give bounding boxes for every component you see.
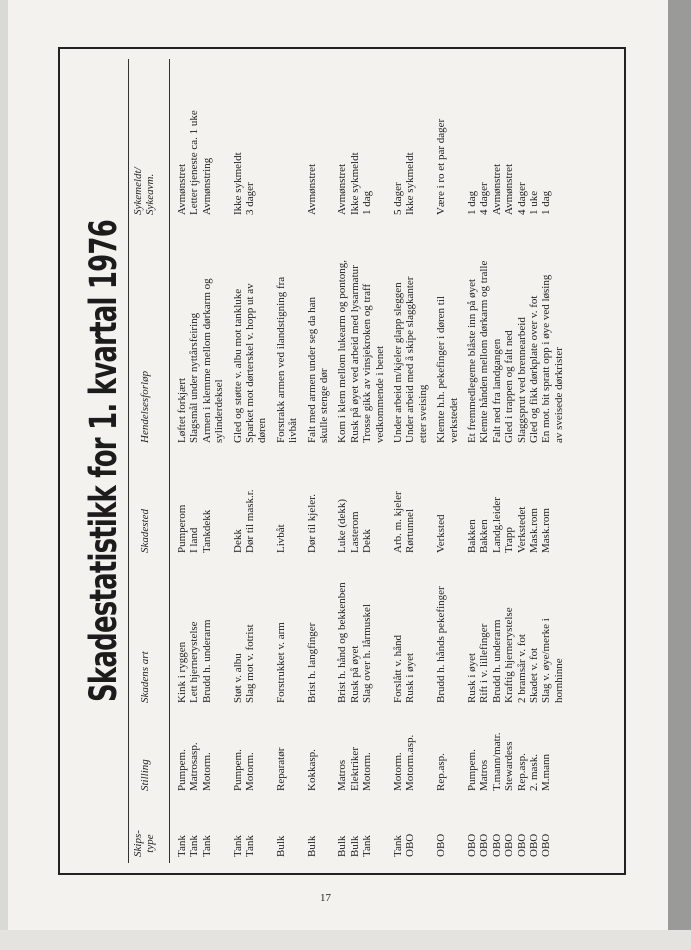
cell-skadens-art: Rusk på øyet	[348, 645, 361, 703]
cell-hendelsesforlop: Falt med armen under seg da han skulle stenge dør	[305, 296, 330, 443]
cell-skipstype: OBO	[540, 833, 553, 857]
cell-stilling: Matros	[478, 759, 491, 791]
cell-hendelsesforlop: Klemte hånden mellom dørkarm og tralle	[478, 260, 491, 443]
cell-hendelsesforlop: Slaggsprut ved brennearbeid	[515, 317, 528, 443]
cell-skipstype: OBO	[435, 833, 448, 857]
cell-hendelsesforlop: Trosse gikk av vinsjekroken og traff vedkommende i benet	[361, 283, 386, 443]
cell-stilling: Matrosasp.	[188, 742, 201, 791]
cell-hendelsesforlop: Løftet forkjært	[176, 377, 188, 443]
cell-sykemeldt: 1 uke	[528, 190, 540, 215]
cell-hendelsesforlop: En mot. bit spratt opp i øye ved løsing av sveisede dørkrister	[540, 274, 565, 443]
cell-skadens-art: Kraftig hjernerystelse	[503, 607, 516, 703]
cell-sykemeldt: 4 dager	[515, 182, 528, 215]
cell-skadested: Dør til mask.r.	[244, 489, 256, 553]
cell-stilling: 2. mask.	[528, 754, 540, 791]
header-skipstype: Skips- type	[132, 830, 156, 857]
header-hendelsesforlop: Hendelsesforløp	[139, 370, 151, 443]
cell-stilling: Pumpem.	[466, 749, 478, 791]
table-header	[128, 59, 170, 863]
cell-skadens-art: Rusk i øyet	[466, 652, 478, 703]
cell-skadens-art: Brudd h. underarm	[200, 619, 213, 703]
cell-skipstype: OBO	[515, 833, 528, 857]
cell-skadens-art: Kink i ryggen	[176, 641, 188, 703]
cell-stilling: Matros	[336, 759, 349, 791]
cell-stilling: Pumpem.	[231, 749, 244, 791]
cell-skadens-art: Lett hjernerystelse	[188, 621, 201, 703]
cell-stilling: Motorm.	[361, 752, 374, 791]
cell-skipstype: OBO	[404, 833, 417, 857]
cell-sykemeldt: 3 dager	[244, 182, 256, 215]
cell-stilling: Kokkasp.	[305, 749, 318, 791]
cell-skadested: Verksted	[435, 514, 448, 553]
cell-skadested: Trapp	[503, 527, 516, 553]
cell-stilling: T.mann/matr.	[490, 732, 503, 791]
cell-skipstype: OBO	[490, 833, 503, 857]
cell-sykemeldt: Ikke sykmeldt	[404, 152, 417, 215]
cell-skadested: Bakken	[466, 519, 478, 553]
cell-skipstype: Bulk	[336, 835, 349, 857]
cell-sykemeldt: 4 dager	[478, 182, 491, 215]
cell-skipstype: Tank	[361, 835, 374, 857]
cell-sykemeldt: Avmønstret	[490, 163, 503, 215]
cell-hendelsesforlop: Et fremmedlegeme blåste inn på øyet	[466, 278, 478, 443]
cell-skipstype: Tank	[176, 835, 188, 857]
cell-hendelsesforlop: Under arbeid m/kjeler glapp sleggen	[392, 282, 404, 443]
cell-sykemeldt: Være i ro et par dager	[435, 118, 448, 215]
cell-stilling: M.mann	[540, 754, 553, 791]
cell-skadens-art: Slag v. øye/merke i hornhinne	[540, 618, 565, 703]
cell-skadens-art: Brist h. langfinger	[305, 622, 318, 703]
cell-skadested: Landg.leider	[490, 497, 503, 553]
cell-skadens-art: Forstrukket v. arm	[274, 622, 287, 703]
cell-skipstype: Tank	[200, 835, 213, 857]
cell-skipstype: OBO	[466, 833, 478, 857]
cell-skadested: Mask.rom	[540, 508, 553, 553]
cell-skadens-art: Brudd h. hånds pekefinger	[435, 586, 448, 703]
cell-hendelsesforlop: Klemte h.h. pekefinger i døren til verkstedet	[435, 296, 460, 443]
cell-skipstype: Bulk	[274, 835, 287, 857]
cell-stilling: Motorm.	[244, 752, 256, 791]
cell-skadested: Lasterom	[348, 511, 361, 553]
cell-hendelsesforlop: Gled i trappen og falt ned	[503, 330, 516, 443]
cell-skadested: Pumperom	[176, 504, 188, 553]
cell-sykemeldt: 1 dag	[540, 190, 553, 215]
cell-skipstype: Bulk	[305, 835, 318, 857]
cell-hendelsesforlop: Falt ned fra landgangen	[490, 338, 503, 443]
cell-skadens-art: Brudd h. underarm	[490, 619, 503, 703]
cell-skadens-art: 2 bramsår v. fot	[515, 634, 528, 703]
page-number: 17	[320, 892, 331, 904]
scan-bottom-margin	[0, 930, 691, 950]
cell-skadens-art: Støt v. albu	[231, 653, 244, 703]
cell-hendelsesforlop: Rusk på øyet ved arbeid med lysarmatur	[348, 265, 361, 443]
cell-skadested: I land	[188, 527, 201, 553]
rotated-table	[70, 59, 618, 863]
cell-sykemeldt: Ikke sykmeldt	[231, 152, 244, 215]
cell-stilling: Rep.asp.	[435, 753, 448, 791]
cell-skadested: Rørtunnel	[404, 509, 417, 553]
cell-stilling: Rep.asp.	[515, 753, 528, 791]
cell-skadested: Livbåt	[274, 524, 287, 553]
cell-sykemeldt: 1 dag	[361, 190, 374, 215]
cell-sykemeldt: Avmønstret	[305, 163, 318, 215]
cell-sykemeldt: Ikke sykmeldt	[348, 152, 361, 215]
cell-skadens-art: Slag mot v. fotrist	[244, 624, 256, 703]
cell-skadested: Dør til kjeler.	[305, 494, 318, 553]
cell-sykemeldt: Avmønstring	[200, 157, 213, 215]
cell-skipstype: Tank	[231, 835, 244, 857]
cell-skadens-art: Skadet v. fot	[528, 647, 540, 703]
cell-stilling: Stewardess	[503, 741, 516, 791]
cell-stilling: Motorm.	[200, 752, 213, 791]
header-stilling: Stilling	[139, 759, 151, 791]
cell-skipstype: Tank	[244, 835, 256, 857]
page-title: Skadestatistikk for 1. kvartal 1976	[82, 220, 125, 702]
cell-sykemeldt: Avmønstret	[176, 163, 188, 215]
header-skadested: Skadested	[139, 509, 151, 553]
cell-sykemeldt: 5 dager	[392, 182, 404, 215]
cell-sykemeldt: Letter tjeneste ca. 1 uke	[188, 110, 201, 215]
cell-skipstype: Tank	[392, 835, 404, 857]
cell-skadens-art: Rift i v. lillefinger	[478, 623, 491, 703]
cell-hendelsesforlop: Armen i klemme mellom dørkarm og sylinderdeksel	[200, 278, 226, 443]
cell-hendelsesforlop: Gled og støtte v. albu mot tankluke	[231, 288, 244, 443]
cell-hendelsesforlop: Sparket mot dørterskel v. hopp ut av døren	[244, 283, 269, 443]
cell-stilling: Pumpem.	[176, 749, 188, 791]
cell-skadested: Mask.rom	[528, 508, 540, 553]
cell-stilling: Elektriker	[348, 747, 361, 791]
cell-hendelsesforlop: Kom i klem mellom lukearm og pontong,	[336, 259, 349, 443]
cell-sykemeldt: Avmønstret	[503, 163, 516, 215]
cell-skadested: Dekk	[361, 529, 374, 553]
cell-skadens-art: Forslått v. hånd	[392, 634, 404, 703]
cell-skadested: Bakken	[478, 519, 491, 553]
cell-skadested: Arb. m. kjeler	[392, 491, 404, 553]
cell-skadens-art: Slag over h. lårmuskel	[361, 604, 374, 703]
cell-skipstype: OBO	[528, 833, 540, 857]
cell-skipstype: Tank	[188, 835, 201, 857]
cell-sykemeldt: Avmønstret	[336, 163, 349, 215]
cell-hendelsesforlop: Slagsmål under nyttårsfeiring	[188, 312, 201, 443]
cell-stilling: Motorm.	[392, 752, 404, 791]
cell-hendelsesforlop: Under arbeid med å skipe slaggkanter etter sveising	[404, 276, 429, 443]
cell-skipstype: OBO	[478, 833, 491, 857]
cell-skadested: Dekk	[231, 529, 244, 553]
cell-skadens-art: Rusk i øyet	[404, 652, 417, 703]
cell-hendelsesforlop: Gled og fikk dørkplate over v. fot	[528, 295, 540, 443]
cell-hendelsesforlop: Forstrakk armen ved ilandstigning fra livbåt	[274, 276, 300, 443]
cell-skipstype: OBO	[503, 833, 516, 857]
cell-stilling: Motorm.asp.	[404, 734, 417, 791]
header-sykemeldt: Sykemeldt/ Sykeavm.	[132, 167, 156, 215]
header-skadens-art: Skadens art	[139, 651, 151, 703]
cell-skipstype: Bulk	[348, 835, 361, 857]
cell-skadens-art: Brist h. hånd og bekkenben	[336, 582, 349, 703]
cell-skadested: Luke (dekk)	[336, 498, 349, 553]
cell-skadested: Tankdekk	[200, 509, 213, 553]
cell-skadested: Verkstedet	[515, 506, 528, 553]
cell-sykemeldt: 1 dag	[466, 190, 478, 215]
scan-background	[668, 0, 691, 950]
cell-stilling: Reparatør	[274, 747, 287, 791]
